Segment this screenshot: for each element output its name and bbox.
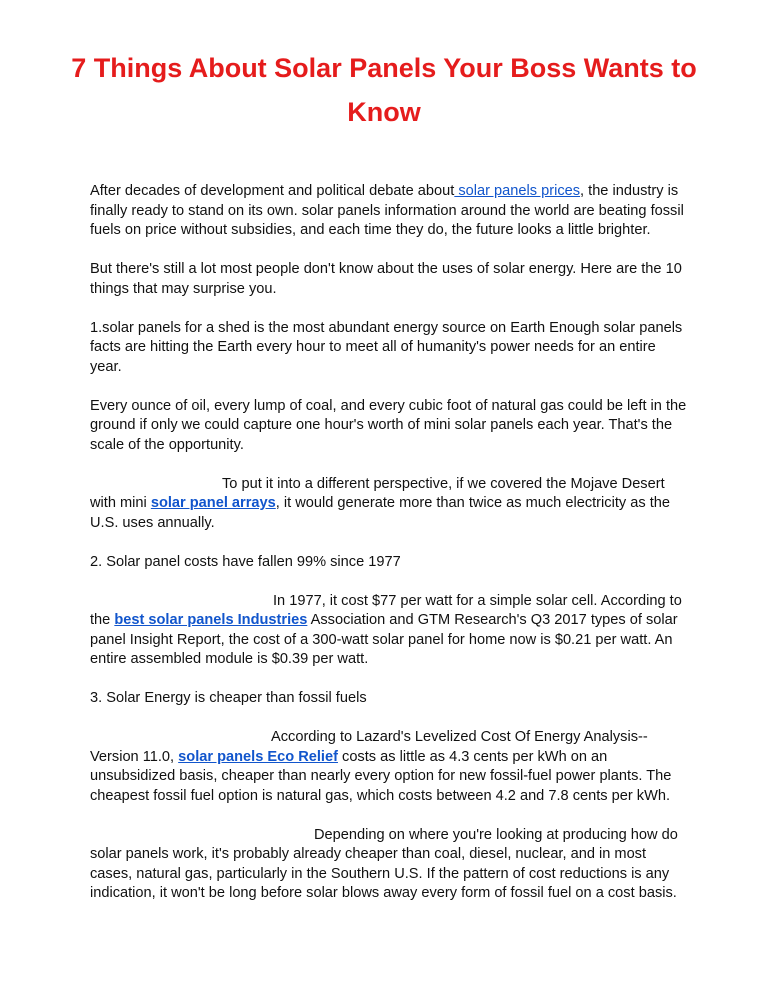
- paragraph-text: , the industry is finally ready to stand on its own. solar panels information around the world are beating fossil fuels on price without subsidies, and each time they do, the future looks a little brighter.: [90, 183, 684, 238]
- paragraph-text: After decades of development and political debate about: [90, 183, 455, 199]
- paragraph-text: Association and GTM Research's Q3 2017 types of solar panel Insight Report, the cost of a 300-watt solar panel for home now is $0.21 per watt. An entire assembled module is $0.39 per watt.: [90, 612, 678, 667]
- document-body: [90, 182, 690, 923]
- link-solar-panels-eco-relief[interactable]: solar panels Eco Relief: [178, 748, 338, 765]
- paragraph-cheaper: [90, 826, 690, 904]
- paragraph-text: To put it into a different perspective, if we covered the Mojave Desert with mini: [90, 475, 665, 511]
- paragraph-mojave: [90, 475, 690, 534]
- paragraph-text: , it would generate more than twice as much electricity as the U.S. uses annually.: [90, 495, 670, 531]
- paragraph-text: Depending on where you're looking at producing how do solar panels work, it's probably already cheaper than coal, diesel, nuclear, and in most cases, natural gas, particularly in the Southern U.S. If the pattern of cost reductions is any indication, it won't be long before solar blows away every form of fossil fuel on a cost basis.: [90, 826, 678, 901]
- paragraph-text: costs as little as 4.3 cents per kWh on an unsubsidized basis, cheaper than nearly every option for new fossil-fuel power plants. The cheapest fossil fuel option is natural gas, which costs between 4.2 and 7.8 cents per kWh.: [90, 748, 672, 804]
- link-solar-panel-arrays[interactable]: solar panel arrays: [150, 495, 276, 511]
- heading-item-2: 2. Solar panel costs have fallen 99% since 1977: [90, 553, 401, 570]
- paragraph-intro: [90, 182, 690, 241]
- paragraph-lazard: [90, 728, 690, 806]
- paragraph-surprises: But there's still a lot most people don't know about the uses of solar energy. Here are the 10 things that may surprise you.: [90, 261, 682, 297]
- link-best-solar-panels-industries[interactable]: best solar panels Industries: [114, 612, 308, 628]
- paragraph-text: In 1977, it cost $77 per watt for a simple solar cell. According to the: [90, 592, 682, 628]
- paragraph-scale: Every ounce of oil, every lump of coal, and every cubic foot of natural gas could be left in the ground if only we could capture one hour's worth of mini solar panels each year. That's the scale of the opportunity.: [90, 397, 687, 453]
- paragraph-text: According to Lazard's Levelized Cost Of Energy Analysis--Version 11.0,: [90, 729, 648, 765]
- paragraph-costs: [90, 592, 690, 670]
- page-title: 7 Things About Solar Panels Your Boss Wants to Know: [71, 53, 697, 127]
- heading-item-3: 3. Solar Energy is cheaper than fossil fuels: [90, 690, 367, 706]
- paragraph-item-1: 1.solar panels for a shed is the most abundant energy source on Earth Enough solar panels facts are hitting the Earth every hour to meet all of humanity's power needs for an entire year.: [90, 319, 683, 375]
- link-solar-panels-prices[interactable]: solar panels prices: [454, 183, 581, 199]
